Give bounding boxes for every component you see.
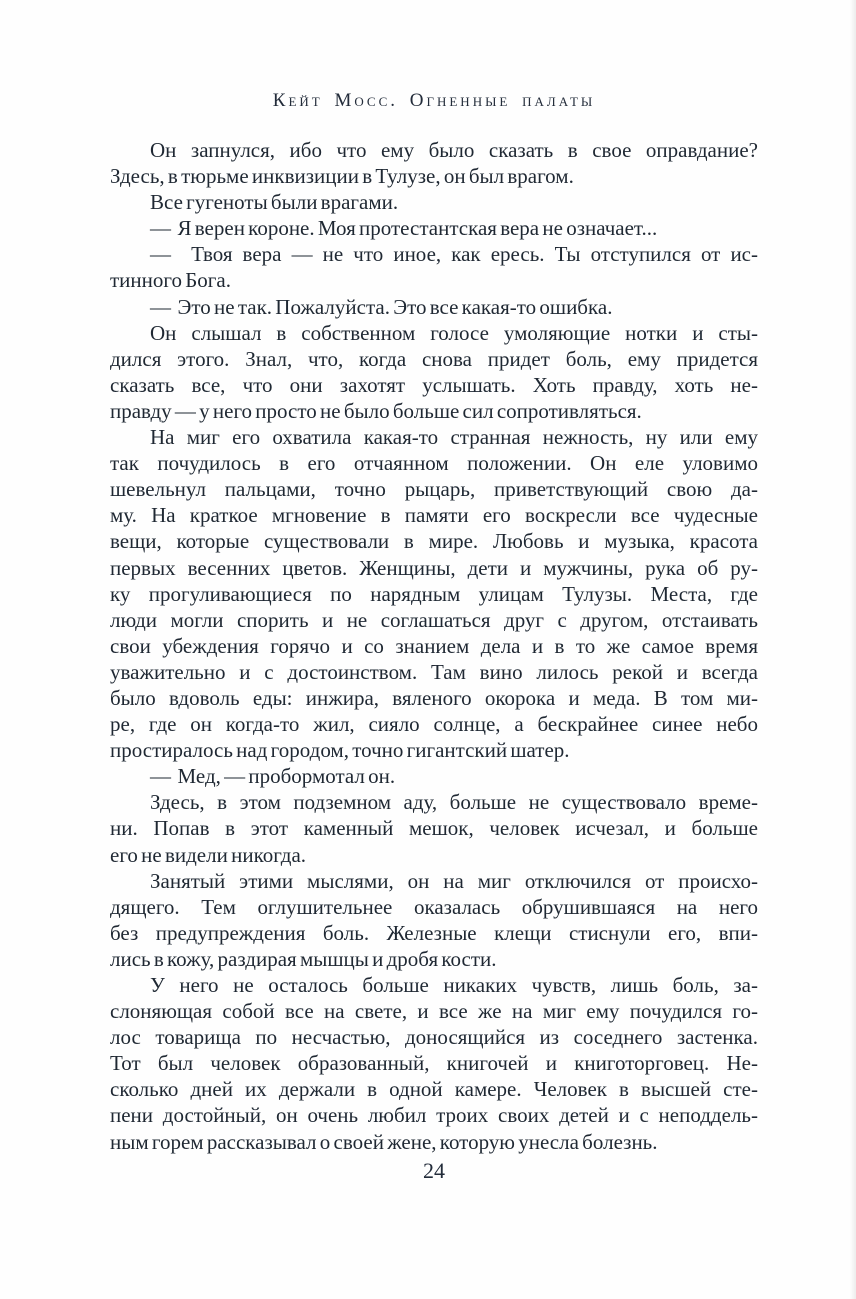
text-line: дился этого. Знал, что, когда снова придет боль, ему придется <box>110 346 758 371</box>
text-line: — Это не так. Пожалуйста. Это все какая-то ошибка. <box>150 294 613 319</box>
body-text <box>110 137 758 1155</box>
text-line: — Я верен короне. Моя протестантская вера не означает... <box>150 216 658 241</box>
text-line: шевельнул пальцами, точно рыцарь, приветствующий свою да- <box>110 477 758 502</box>
text-line: тинного Бога. <box>110 268 231 293</box>
text-line: Здесь, в тюрьме инквизиции в Тулузе, он был врагом. <box>110 164 574 189</box>
text-line: его не видели никогда. <box>110 842 307 867</box>
text-line: первых весенних цветов. Женщины, дети и мужчины, рука об ру- <box>110 555 758 580</box>
text-line: Занятый этими мыслями, он на миг отключился от происхо- <box>150 868 758 893</box>
text-line: вещи, которые существовали в мире. Любовь и музыка, красота <box>110 529 758 554</box>
text-line: свои убеждения горячо и со знанием дела и в то же самое время <box>110 633 758 658</box>
text-line: ным горем рассказывал о своей жене, которую унесла болезнь. <box>110 1129 658 1154</box>
text-line: У него не осталось больше никаких чувств, лишь боль, за- <box>150 973 758 997</box>
text-line: лос товарища по несчастью, доносящийся из соседнего застенка. <box>110 1025 758 1050</box>
text-line: без предупреждения боль. Железные клещи стиснули его, впи- <box>110 920 758 945</box>
text-line: Здесь, в этом подземном аду, больше не существовало време- <box>150 790 758 815</box>
text-line: так почудилось в его отчаянном положении. Он еле уловимо <box>110 451 758 476</box>
text-line: сказать все, что они захотят услышать. Хоть правду, хоть не- <box>110 372 758 397</box>
text-line: ре, где он когда-то жил, сияло солнце, а бескрайнее синее небо <box>110 712 758 737</box>
text-line: Тот был человек образованный, книгочей и книготорговец. Не- <box>110 1051 758 1076</box>
text-line: простиралось над городом, точно гигантский шатер. <box>110 738 570 763</box>
scan-edge-shadow <box>850 0 856 1299</box>
page-number: 24 <box>423 1158 445 1183</box>
running-head: Кейт Мосс. Огненные палаты <box>272 90 596 111</box>
text-line: На миг его охватила какая-то странная нежность, ну или ему <box>150 425 758 450</box>
text-line: — Твоя вера — не что иное, как ересь. Ты отступился от ис- <box>150 242 758 267</box>
text-line: лись в кожу, раздирая мышцы и дробя кости. <box>110 946 497 971</box>
text-line: сколько дней их держали в одной камере. Человек в высшей сте- <box>110 1077 758 1102</box>
text-line: — Мед, — пробормотал он. <box>150 764 396 789</box>
text-line: Он запнулся, ибо что ему было сказать в свое оправдание? <box>150 138 758 162</box>
text-line: люди могли спорить и не соглашаться друг с другом, отстаивать <box>110 607 758 632</box>
text-line: правду — у него просто не было больше сил сопротивляться. <box>110 398 642 423</box>
text-line: му. На краткое мгновение в памяти его воскресли все чудесные <box>110 503 758 528</box>
text-line: уважительно и с достоинством. Там вино лилось рекой и всегда <box>110 659 758 684</box>
text-line: было вдоволь еды: инжира, вяленого окорока и меда. В том ми- <box>110 685 758 710</box>
text-line: ни. Попав в этот каменный мешок, человек исчезал, и больше <box>110 816 758 841</box>
text-line: пени достойный, он очень любил троих своих детей и с неподдель- <box>110 1103 758 1128</box>
text-line: слоняющая собой все на свете, и все же на миг ему почудился го- <box>110 999 758 1024</box>
text-line: Все гугеноты были врагами. <box>150 190 399 215</box>
text-line: дящего. Тем оглушительнее оказалась обрушившаяся на него <box>110 894 758 919</box>
text-line: ку прогуливающиеся по нарядным улицам Тулузы. Места, где <box>110 581 758 606</box>
text-line: Он слышал в собственном голосе умоляющие нотки и сты- <box>150 320 758 345</box>
